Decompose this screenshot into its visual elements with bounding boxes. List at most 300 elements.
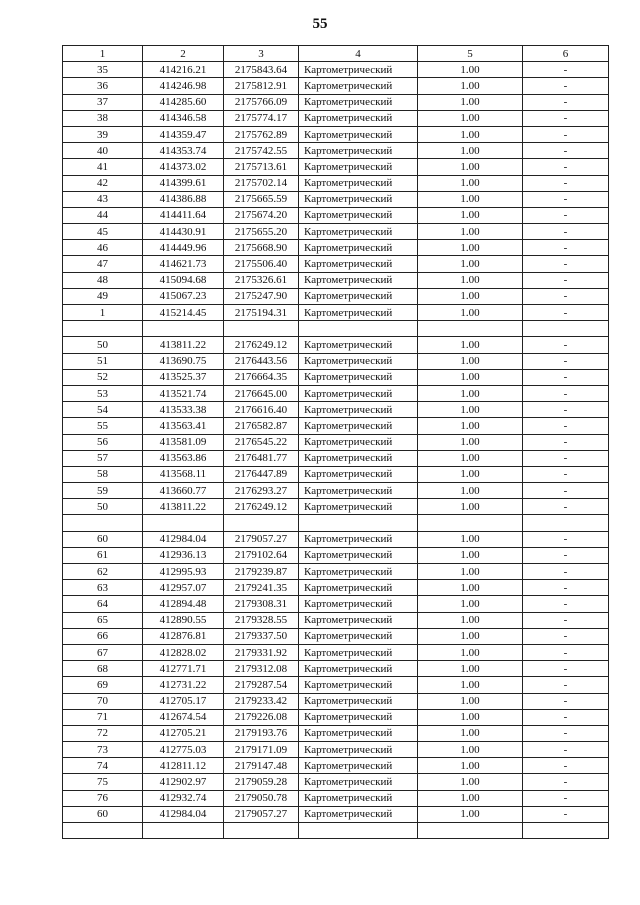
coordinate-x-cell: 413568.11 <box>143 466 224 482</box>
coordinate-x-cell: 412811.12 <box>143 758 224 774</box>
table-row <box>63 207 609 223</box>
point-number-cell: 56 <box>63 434 143 450</box>
table-row <box>63 499 609 515</box>
table-row <box>63 126 609 142</box>
accuracy-cell: 1.00 <box>418 774 523 790</box>
method-cell: Картометрический <box>299 126 418 142</box>
method-cell: Картометрический <box>299 661 418 677</box>
coordinate-y-cell: 2175843.64 <box>224 62 299 78</box>
point-number-cell: 57 <box>63 450 143 466</box>
accuracy-cell: 1.00 <box>418 385 523 401</box>
note-cell: - <box>523 110 609 126</box>
table-row <box>63 78 609 94</box>
coordinate-x-cell: 415214.45 <box>143 305 224 321</box>
coordinate-y-cell: 2175668.90 <box>224 240 299 256</box>
coordinate-y-cell: 2179239.87 <box>224 564 299 580</box>
coordinate-y-cell: 2179193.76 <box>224 725 299 741</box>
point-number-cell <box>63 823 143 839</box>
coordinate-y-cell: 2175655.20 <box>224 224 299 240</box>
point-number-cell: 68 <box>63 661 143 677</box>
accuracy-cell: 1.00 <box>418 466 523 482</box>
accuracy-cell: 1.00 <box>418 547 523 563</box>
accuracy-cell: 1.00 <box>418 240 523 256</box>
coordinate-y-cell: 2176645.00 <box>224 385 299 401</box>
point-number-cell: 73 <box>63 742 143 758</box>
coordinate-x-cell: 413563.86 <box>143 450 224 466</box>
method-cell: Картометрический <box>299 547 418 563</box>
note-cell: - <box>523 677 609 693</box>
accuracy-cell: 1.00 <box>418 742 523 758</box>
coordinate-y-cell: 2179287.54 <box>224 677 299 693</box>
table-row <box>63 159 609 175</box>
note-cell: - <box>523 94 609 110</box>
table-row <box>63 353 609 369</box>
method-cell: Картометрический <box>299 774 418 790</box>
point-number-cell: 74 <box>63 758 143 774</box>
coordinate-y-cell: 2176443.56 <box>224 353 299 369</box>
coordinate-x-cell: 412705.17 <box>143 693 224 709</box>
point-number-cell: 52 <box>63 369 143 385</box>
table-row <box>63 612 609 628</box>
method-cell: Картометрический <box>299 62 418 78</box>
note-cell: - <box>523 418 609 434</box>
coordinate-y-cell: 2176582.87 <box>224 418 299 434</box>
accuracy-cell: 1.00 <box>418 126 523 142</box>
coordinate-y-cell: 2175766.09 <box>224 94 299 110</box>
note-cell <box>523 321 609 337</box>
accuracy-cell: 1.00 <box>418 207 523 223</box>
coordinate-y-cell: 2179059.28 <box>224 774 299 790</box>
accuracy-cell: 1.00 <box>418 143 523 159</box>
table-row <box>63 580 609 596</box>
note-cell: - <box>523 402 609 418</box>
point-number-cell: 50 <box>63 337 143 353</box>
point-number-cell: 58 <box>63 466 143 482</box>
coordinate-y-cell: 2176481.77 <box>224 450 299 466</box>
coordinate-y-cell: 2175812.91 <box>224 78 299 94</box>
coordinates-table <box>62 45 609 839</box>
coordinate-x-cell: 412674.54 <box>143 709 224 725</box>
table-row <box>63 515 609 531</box>
method-cell: Картометрический <box>299 256 418 272</box>
column-header: 2 <box>143 46 224 62</box>
note-cell: - <box>523 207 609 223</box>
coordinate-x-cell: 412984.04 <box>143 806 224 822</box>
note-cell: - <box>523 175 609 191</box>
accuracy-cell: 1.00 <box>418 256 523 272</box>
column-header: 6 <box>523 46 609 62</box>
point-number-cell: 36 <box>63 78 143 94</box>
table-row <box>63 256 609 272</box>
point-number-cell: 54 <box>63 402 143 418</box>
accuracy-cell: 1.00 <box>418 78 523 94</box>
method-cell: Картометрический <box>299 143 418 159</box>
note-cell: - <box>523 78 609 94</box>
method-cell: Картометрический <box>299 806 418 822</box>
point-number-cell: 37 <box>63 94 143 110</box>
method-cell: Картометрический <box>299 790 418 806</box>
note-cell: - <box>523 790 609 806</box>
coordinate-y-cell: 2176249.12 <box>224 337 299 353</box>
coordinate-x-cell: 414449.96 <box>143 240 224 256</box>
column-header: 4 <box>299 46 418 62</box>
accuracy-cell: 1.00 <box>418 531 523 547</box>
note-cell: - <box>523 224 609 240</box>
method-cell: Картометрический <box>299 725 418 741</box>
coordinate-x-cell: 414621.73 <box>143 256 224 272</box>
coordinate-x-cell: 412936.13 <box>143 547 224 563</box>
accuracy-cell: 1.00 <box>418 580 523 596</box>
table-row <box>63 62 609 78</box>
coordinate-y-cell: 2175326.61 <box>224 272 299 288</box>
accuracy-cell <box>418 515 523 531</box>
coordinate-x-cell <box>143 823 224 839</box>
coordinate-y-cell: 2179312.08 <box>224 661 299 677</box>
coordinate-x-cell: 414246.98 <box>143 78 224 94</box>
method-cell: Картометрический <box>299 644 418 660</box>
method-cell: Картометрический <box>299 78 418 94</box>
method-cell: Картометрический <box>299 580 418 596</box>
note-cell: - <box>523 661 609 677</box>
point-number-cell: 35 <box>63 62 143 78</box>
point-number-cell: 43 <box>63 191 143 207</box>
point-number-cell: 49 <box>63 288 143 304</box>
table-row <box>63 402 609 418</box>
coordinate-y-cell: 2176249.12 <box>224 499 299 515</box>
coordinate-y-cell: 2179147.48 <box>224 758 299 774</box>
point-number-cell <box>63 515 143 531</box>
accuracy-cell: 1.00 <box>418 677 523 693</box>
coordinate-x-cell <box>143 321 224 337</box>
note-cell: - <box>523 337 609 353</box>
method-cell: Картометрический <box>299 224 418 240</box>
method-cell: Картометрический <box>299 240 418 256</box>
accuracy-cell: 1.00 <box>418 644 523 660</box>
accuracy-cell: 1.00 <box>418 305 523 321</box>
point-number-cell: 66 <box>63 628 143 644</box>
method-cell: Картометрический <box>299 305 418 321</box>
coordinate-y-cell: 2176545.22 <box>224 434 299 450</box>
table-row <box>63 143 609 159</box>
point-number-cell: 47 <box>63 256 143 272</box>
table-row <box>63 790 609 806</box>
accuracy-cell: 1.00 <box>418 337 523 353</box>
point-number-cell: 41 <box>63 159 143 175</box>
note-cell: - <box>523 499 609 515</box>
accuracy-cell: 1.00 <box>418 62 523 78</box>
method-cell: Картометрический <box>299 596 418 612</box>
accuracy-cell: 1.00 <box>418 483 523 499</box>
coordinate-x-cell: 412705.21 <box>143 725 224 741</box>
accuracy-cell: 1.00 <box>418 159 523 175</box>
coordinate-x-cell: 413525.37 <box>143 369 224 385</box>
table-row <box>63 596 609 612</box>
method-cell: Картометрический <box>299 709 418 725</box>
point-number-cell: 39 <box>63 126 143 142</box>
coordinate-x-cell: 414285.60 <box>143 94 224 110</box>
table-row <box>63 483 609 499</box>
column-header: 5 <box>418 46 523 62</box>
accuracy-cell: 1.00 <box>418 224 523 240</box>
note-cell: - <box>523 353 609 369</box>
accuracy-cell: 1.00 <box>418 693 523 709</box>
note-cell <box>523 515 609 531</box>
coordinate-x-cell: 412984.04 <box>143 531 224 547</box>
coordinate-x-cell <box>143 515 224 531</box>
coordinate-x-cell: 412902.97 <box>143 774 224 790</box>
note-cell: - <box>523 709 609 725</box>
table-row <box>63 677 609 693</box>
column-header: 1 <box>63 46 143 62</box>
note-cell: - <box>523 143 609 159</box>
coordinate-x-cell: 413521.74 <box>143 385 224 401</box>
method-cell <box>299 321 418 337</box>
coordinate-x-cell: 415094.68 <box>143 272 224 288</box>
accuracy-cell: 1.00 <box>418 499 523 515</box>
point-number-cell: 72 <box>63 725 143 741</box>
method-cell: Картометрический <box>299 466 418 482</box>
table-row <box>63 466 609 482</box>
method-cell: Картометрический <box>299 612 418 628</box>
accuracy-cell: 1.00 <box>418 725 523 741</box>
coordinate-y-cell: 2175247.90 <box>224 288 299 304</box>
note-cell: - <box>523 240 609 256</box>
point-number-cell: 67 <box>63 644 143 660</box>
note-cell: - <box>523 564 609 580</box>
coordinate-y-cell: 2179331.92 <box>224 644 299 660</box>
table-row <box>63 434 609 450</box>
note-cell: - <box>523 742 609 758</box>
coordinate-y-cell <box>224 515 299 531</box>
note-cell: - <box>523 272 609 288</box>
coordinate-x-cell: 413811.22 <box>143 499 224 515</box>
note-cell: - <box>523 806 609 822</box>
accuracy-cell: 1.00 <box>418 661 523 677</box>
table-row <box>63 450 609 466</box>
table-row <box>63 644 609 660</box>
table-row <box>63 564 609 580</box>
coordinate-y-cell <box>224 823 299 839</box>
table-row <box>63 385 609 401</box>
note-cell: - <box>523 385 609 401</box>
note-cell: - <box>523 693 609 709</box>
point-number-cell: 61 <box>63 547 143 563</box>
coordinate-y-cell <box>224 321 299 337</box>
note-cell: - <box>523 483 609 499</box>
method-cell: Картометрический <box>299 369 418 385</box>
method-cell <box>299 823 418 839</box>
coordinate-y-cell: 2175674.20 <box>224 207 299 223</box>
coordinate-y-cell: 2175665.59 <box>224 191 299 207</box>
accuracy-cell: 1.00 <box>418 94 523 110</box>
accuracy-cell: 1.00 <box>418 434 523 450</box>
note-cell: - <box>523 288 609 304</box>
accuracy-cell: 1.00 <box>418 450 523 466</box>
coordinate-x-cell: 412894.48 <box>143 596 224 612</box>
accuracy-cell: 1.00 <box>418 709 523 725</box>
coordinate-x-cell: 414399.61 <box>143 175 224 191</box>
coordinate-x-cell: 412771.71 <box>143 661 224 677</box>
method-cell: Картометрический <box>299 337 418 353</box>
accuracy-cell: 1.00 <box>418 369 523 385</box>
coordinate-y-cell: 2179241.35 <box>224 580 299 596</box>
method-cell: Картометрический <box>299 159 418 175</box>
accuracy-cell: 1.00 <box>418 418 523 434</box>
method-cell: Картометрический <box>299 483 418 499</box>
accuracy-cell: 1.00 <box>418 612 523 628</box>
coordinate-y-cell: 2179057.27 <box>224 806 299 822</box>
coordinate-y-cell: 2179102.64 <box>224 547 299 563</box>
coordinate-x-cell: 414430.91 <box>143 224 224 240</box>
coordinate-y-cell: 2179233.42 <box>224 693 299 709</box>
accuracy-cell: 1.00 <box>418 110 523 126</box>
table-header-row <box>63 46 609 62</box>
coordinate-x-cell: 412876.81 <box>143 628 224 644</box>
note-cell: - <box>523 434 609 450</box>
table-row <box>63 272 609 288</box>
method-cell: Картометрический <box>299 499 418 515</box>
table-row <box>63 321 609 337</box>
coordinate-x-cell: 412775.03 <box>143 742 224 758</box>
point-number-cell: 50 <box>63 499 143 515</box>
point-number-cell: 63 <box>63 580 143 596</box>
accuracy-cell: 1.00 <box>418 596 523 612</box>
point-number-cell: 55 <box>63 418 143 434</box>
coordinate-y-cell: 2179308.31 <box>224 596 299 612</box>
note-cell: - <box>523 466 609 482</box>
table-row <box>63 661 609 677</box>
accuracy-cell: 1.00 <box>418 175 523 191</box>
coordinate-x-cell: 413533.38 <box>143 402 224 418</box>
coordinate-x-cell: 413563.41 <box>143 418 224 434</box>
table-row <box>63 758 609 774</box>
table-row <box>63 774 609 790</box>
method-cell: Картометрический <box>299 677 418 693</box>
method-cell: Картометрический <box>299 175 418 191</box>
table-row <box>63 288 609 304</box>
method-cell: Картометрический <box>299 434 418 450</box>
accuracy-cell: 1.00 <box>418 288 523 304</box>
coordinate-y-cell: 2175713.61 <box>224 159 299 175</box>
coordinate-x-cell: 414411.64 <box>143 207 224 223</box>
coordinate-x-cell: 413660.77 <box>143 483 224 499</box>
table-row <box>63 547 609 563</box>
table-row <box>63 823 609 839</box>
accuracy-cell <box>418 823 523 839</box>
table-row <box>63 628 609 644</box>
note-cell: - <box>523 450 609 466</box>
table-body <box>63 62 609 839</box>
table-row <box>63 94 609 110</box>
point-number-cell: 53 <box>63 385 143 401</box>
point-number-cell: 62 <box>63 564 143 580</box>
note-cell: - <box>523 612 609 628</box>
coordinate-x-cell: 414359.47 <box>143 126 224 142</box>
table-row <box>63 806 609 822</box>
method-cell: Картометрический <box>299 742 418 758</box>
coordinate-y-cell: 2176664.35 <box>224 369 299 385</box>
table-row <box>63 175 609 191</box>
point-number-cell: 71 <box>63 709 143 725</box>
point-number-cell: 40 <box>63 143 143 159</box>
note-cell: - <box>523 305 609 321</box>
table-row <box>63 191 609 207</box>
coordinate-x-cell: 412957.07 <box>143 580 224 596</box>
table-row <box>63 369 609 385</box>
note-cell: - <box>523 596 609 612</box>
coordinate-x-cell: 413690.75 <box>143 353 224 369</box>
note-cell: - <box>523 126 609 142</box>
coordinate-x-cell: 414353.74 <box>143 143 224 159</box>
method-cell: Картометрический <box>299 94 418 110</box>
method-cell: Картометрический <box>299 110 418 126</box>
coordinate-x-cell: 414373.02 <box>143 159 224 175</box>
table-row <box>63 110 609 126</box>
method-cell: Картометрический <box>299 628 418 644</box>
coordinate-y-cell: 2175774.17 <box>224 110 299 126</box>
column-header: 3 <box>224 46 299 62</box>
accuracy-cell: 1.00 <box>418 353 523 369</box>
coordinate-x-cell: 414386.88 <box>143 191 224 207</box>
point-number-cell: 1 <box>63 305 143 321</box>
table-row <box>63 337 609 353</box>
method-cell <box>299 515 418 531</box>
note-cell: - <box>523 725 609 741</box>
coordinate-y-cell: 2175194.31 <box>224 305 299 321</box>
coordinate-y-cell: 2179057.27 <box>224 531 299 547</box>
accuracy-cell: 1.00 <box>418 758 523 774</box>
note-cell: - <box>523 547 609 563</box>
note-cell: - <box>523 580 609 596</box>
method-cell: Картометрический <box>299 450 418 466</box>
accuracy-cell: 1.00 <box>418 191 523 207</box>
method-cell: Картометрический <box>299 353 418 369</box>
table-row <box>63 224 609 240</box>
accuracy-cell: 1.00 <box>418 272 523 288</box>
note-cell: - <box>523 159 609 175</box>
table-row <box>63 709 609 725</box>
method-cell: Картометрический <box>299 207 418 223</box>
method-cell: Картометрический <box>299 191 418 207</box>
method-cell: Картометрический <box>299 418 418 434</box>
point-number-cell: 51 <box>63 353 143 369</box>
coordinate-x-cell: 412731.22 <box>143 677 224 693</box>
coordinate-x-cell: 413581.09 <box>143 434 224 450</box>
coordinate-x-cell: 413811.22 <box>143 337 224 353</box>
coordinate-x-cell: 414216.21 <box>143 62 224 78</box>
point-number-cell: 45 <box>63 224 143 240</box>
point-number-cell: 65 <box>63 612 143 628</box>
accuracy-cell: 1.00 <box>418 564 523 580</box>
note-cell: - <box>523 628 609 644</box>
accuracy-cell: 1.00 <box>418 628 523 644</box>
point-number-cell: 69 <box>63 677 143 693</box>
table-row <box>63 693 609 709</box>
point-number-cell: 60 <box>63 806 143 822</box>
point-number-cell: 70 <box>63 693 143 709</box>
note-cell: - <box>523 369 609 385</box>
point-number-cell: 46 <box>63 240 143 256</box>
note-cell: - <box>523 774 609 790</box>
method-cell: Картометрический <box>299 402 418 418</box>
coordinate-y-cell: 2179171.09 <box>224 742 299 758</box>
accuracy-cell <box>418 321 523 337</box>
method-cell: Картометрический <box>299 758 418 774</box>
coordinate-y-cell: 2175762.89 <box>224 126 299 142</box>
coordinate-x-cell: 415067.23 <box>143 288 224 304</box>
point-number-cell <box>63 321 143 337</box>
note-cell: - <box>523 256 609 272</box>
